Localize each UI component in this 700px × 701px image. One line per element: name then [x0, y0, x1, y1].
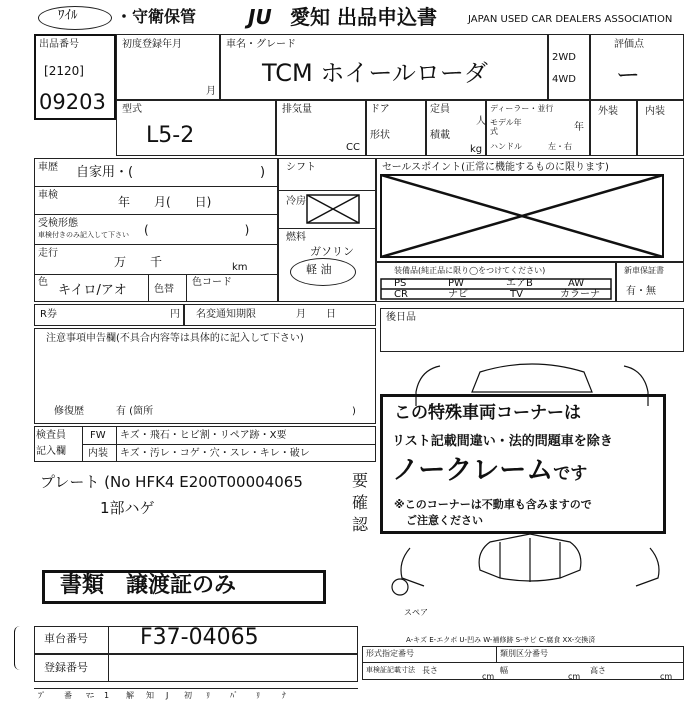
repair-label: 修復歴: [54, 406, 84, 417]
form-value: ( ): [144, 223, 250, 237]
history-divider-1: [34, 186, 278, 187]
lot-sub: [2120]: [44, 64, 84, 78]
equip-cr: CR: [394, 289, 408, 300]
sales-crossed-box: [380, 174, 664, 258]
bottom-item: 1: [104, 691, 110, 700]
history-value: 自家用・(: [76, 165, 134, 180]
bottom-item: ﾌﾟ: [38, 691, 46, 700]
notice-value: 月 日: [296, 309, 336, 320]
form-note: 車検付きのみ記入して下さい: [38, 231, 129, 239]
size-label: 車検証記載寸法: [366, 666, 415, 674]
equip-navi: ナビ: [448, 289, 468, 300]
kg-unit: kg: [470, 144, 483, 155]
history-divider-2: [34, 214, 278, 215]
bottom-item: 初: [184, 691, 192, 700]
bottom-item: 知: [146, 691, 154, 700]
km-unit: km: [232, 262, 248, 273]
doors-label: ドア: [370, 104, 390, 115]
ju-logo: JU: [248, 5, 272, 29]
displacement-label: 排気量: [282, 104, 312, 115]
lot-label: 出品番号: [39, 39, 79, 50]
shift-label: シフト: [286, 162, 316, 173]
equipment-strike: [380, 278, 612, 300]
bottom-item: ﾘ: [256, 691, 260, 700]
equip-pw: PW: [448, 278, 464, 289]
car-name-label: 車名・グレード: [226, 39, 296, 50]
car-name-value: TCM ホイールローダ: [262, 59, 488, 87]
bottom-item: ﾅ: [282, 691, 286, 700]
reg-month-char: 月: [206, 86, 216, 97]
special-no-claim: ノークレーム: [392, 455, 554, 486]
later-date-label: 後日品: [386, 312, 416, 323]
special-line-4: ※このコーナーは不動車も含みますので: [394, 498, 592, 511]
equipment-label: 装備品(純正品に限り◯をつけてください): [394, 266, 546, 275]
bottom-item: ﾊﾞ: [230, 691, 238, 700]
width-label: 幅: [500, 666, 508, 675]
documents-value: 書類 譲渡証のみ: [60, 573, 237, 598]
inspector-label-1: 検査員: [36, 430, 66, 441]
year-char: 年: [574, 122, 584, 133]
special-desu: です: [553, 464, 588, 484]
fw-label: FW: [90, 430, 106, 441]
height-label: 高さ: [590, 666, 606, 675]
score-label: 評価点: [614, 39, 644, 50]
sales-label: セールスポイント(正常に機能するものに限ります): [382, 162, 609, 173]
fw-items: キズ・飛石・ヒビ割・リペア跡・X要: [120, 430, 287, 441]
registration-label: 登録番号: [44, 661, 88, 674]
in-items: キズ・汚レ・コゲ・穴・スレ・キレ・破レ: [120, 448, 310, 459]
drive-box: [548, 34, 590, 100]
store-name: ・守衛保管: [116, 7, 197, 26]
capacity-label: 定員: [430, 104, 450, 115]
inspector-divider-h: [82, 444, 376, 445]
drive-4wd: 4WD: [552, 74, 576, 85]
history-label: 車歴: [38, 162, 58, 173]
equip-camera: カラーナ: [560, 289, 600, 300]
spec-table-split: [496, 646, 497, 662]
mileage-label: 走行: [38, 248, 58, 259]
fuel-diesel: 軽 油: [306, 263, 332, 276]
in-label: 内装: [88, 448, 108, 459]
inspection-value: 年 月( 日): [118, 195, 212, 209]
spec-table-mid: [362, 662, 684, 663]
fuel-gasoline: ガソリン: [310, 245, 354, 258]
history-paren: ): [260, 165, 266, 180]
width-cm: cm: [568, 672, 581, 681]
handwritten-note-2: 1部ハゲ: [100, 499, 155, 517]
interior-label: 内装: [645, 106, 665, 117]
capacity-unit: 人: [476, 116, 486, 127]
damage-legend: A-キズ E-エクボ U-凹み W-補修跡 S-サビ C-腐食 XX-交換済: [406, 636, 596, 644]
aircon-crossed-box: [306, 194, 360, 224]
guarantee-value: 有・無: [626, 286, 656, 297]
recycle-yen: 円: [170, 309, 180, 320]
handle-value: 左・右: [548, 142, 572, 151]
dealer-label: ディーラー・並行: [490, 104, 554, 113]
mileage-value: 万 千: [114, 255, 163, 269]
special-line-5: ご注意ください: [406, 514, 483, 527]
special-line-2: リスト記載間違い・法的問題車を除き: [392, 434, 613, 449]
notes-label: 注意事項申告欄(不具合内容等は具体的に記入して下さい): [46, 333, 304, 344]
lot-number: 09203: [39, 90, 106, 114]
equip-airbag: エアB: [506, 278, 533, 289]
chassis-value: F37-04065: [140, 625, 259, 650]
bottom-item: 番: [64, 691, 72, 700]
shift-divider-1: [278, 190, 376, 191]
equip-ps: PS: [394, 278, 407, 289]
inspector-label-2: 記入欄: [36, 446, 66, 457]
model-year-label: モデル年式: [490, 118, 522, 136]
color-value: キイロ/アオ: [58, 283, 127, 298]
load-label: 積載: [430, 130, 450, 141]
left-handwritten-mark: [14, 626, 27, 670]
repaint-label: 色替: [154, 284, 174, 295]
color-divider: [148, 274, 149, 302]
association-name: JAPAN USED CAR DEALERS ASSOCIATION: [468, 14, 673, 25]
chassis-divider: [108, 626, 109, 654]
model-value: L5-2: [146, 123, 195, 148]
equip-aw: AW: [568, 278, 585, 289]
inspection-label: 車検: [38, 190, 58, 201]
shape-label: 形状: [370, 130, 390, 141]
time-handwritten: ﾜｲﾙ: [58, 8, 78, 23]
aircon-label: 冷房: [286, 196, 306, 207]
fuel-label: 燃料: [286, 232, 306, 243]
color-label: 色: [38, 277, 48, 288]
form-label: 受検形態: [38, 218, 78, 229]
registration-divider: [108, 654, 109, 682]
drive-2wd: 2WD: [552, 52, 576, 63]
chassis-label: 車台番号: [44, 632, 88, 645]
notice-label: 名変通知期限: [196, 309, 256, 320]
repair-close: ): [352, 406, 356, 417]
reg-year-label: 初度登録年月: [122, 39, 182, 50]
equipment-row: [380, 278, 612, 300]
color-code-label: 色コード: [192, 277, 232, 288]
bottom-item: ﾏﾆ: [86, 691, 94, 700]
bottom-item: J: [166, 691, 169, 700]
class-code-label: 類別区分番号: [500, 649, 548, 658]
shape-code-label: 形式指定番号: [366, 649, 414, 658]
form-title: 愛知 出品申込書: [290, 5, 437, 29]
repair-value: 有 (箇所: [116, 406, 154, 417]
special-line-1: この特殊車両コーナーは: [394, 403, 581, 423]
guarantee-label: 新車保証書: [624, 266, 664, 275]
history-divider-3: [34, 244, 278, 245]
later-date-block: [380, 308, 684, 352]
history-divider-4: [34, 274, 278, 275]
shift-divider-2: [278, 228, 376, 229]
handwritten-note-1: プレート (No HFK4 E200T00004065: [40, 473, 303, 491]
equip-tv: TV: [510, 289, 523, 300]
handle-label: ハンドル: [490, 142, 522, 151]
bottom-item: ﾘ: [206, 691, 210, 700]
spare-label: スペア: [404, 608, 428, 617]
score-value: ー: [616, 61, 640, 89]
bottom-strip: [34, 688, 358, 701]
handwritten-side-note: 要確認: [352, 471, 369, 534]
bottom-item: 解: [126, 691, 134, 700]
length-cm: cm: [482, 672, 495, 681]
length-label: 長さ: [422, 666, 438, 675]
recycle-label: R券: [40, 309, 57, 320]
cc-unit: CC: [346, 142, 360, 153]
color-divider-2: [186, 274, 187, 302]
height-cm: cm: [660, 672, 673, 681]
header: [0, 0, 700, 34]
car-diagram: [380, 352, 684, 642]
model-label: 型式: [122, 104, 142, 115]
exterior-label: 外装: [598, 106, 618, 117]
